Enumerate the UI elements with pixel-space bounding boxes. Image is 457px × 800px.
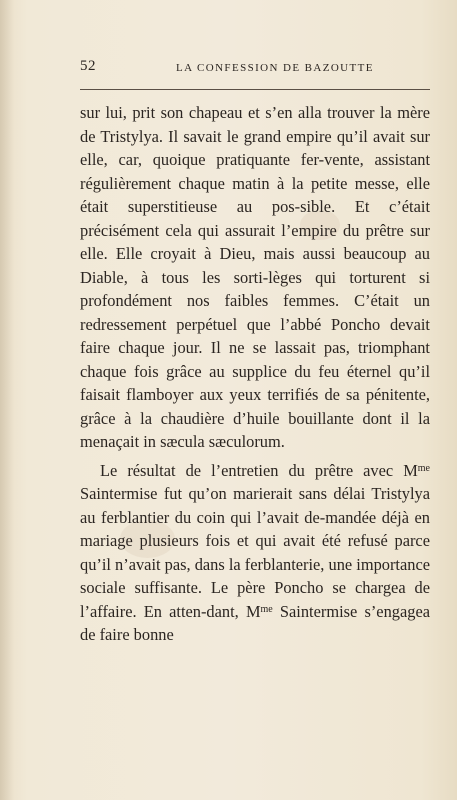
body-text bbox=[80, 101, 430, 647]
page-number: 52 bbox=[80, 58, 96, 74]
title-abbreviation-superscript: me bbox=[417, 462, 430, 474]
running-title: LA CONFESSION DE BAZOUTTE bbox=[176, 62, 374, 74]
spine-shadow bbox=[0, 0, 14, 800]
paragraph: Le résultat de l’entretien du prêtre avec $M^{me}$ Saintermise fut qu’on marierait sans délai Tristylya au ferblantier du coin qui l’avait de-mandée déjà en mariage plusieurs fois et qui avait été refusé parce qu’il n’avait pas, dans la ferblanterie, une importance sociale suffisante. Le père Poncho se chargea de l’affaire. En atten-dant, $M^{me}$ Saintermise s’engagea de faire bonne bbox=[80, 460, 430, 644]
title-abbreviation-superscript: me bbox=[260, 603, 273, 615]
paragraph: sur lui, prit son chapeau et s’en alla trouver la mère de Tristylya. Il savait le grand empire qu’il avait sur elle, car, quoique pratiquante fer-vente, assistant régulièrement chaque matin à la petite messe, elle était superstitieuse au pos-sible. Et c’était précisément cela qui assurait l’empire du prêtre sur elle. Elle croyait à Dieu, mais aussi beaucoup au Diable, à tous les sorti-lèges qui torturent si profondément nos faibles femmes. C’était un redressement perpétuel que l’abbé Poncho devait faire chaque jour. Il ne se lassait pas, triomphant chaque fois grâce au supplice du feu éternel qu’il faisait flamboyer aux yeux terrifiés de sa pénitente, grâce à la chaudière d’huile bouillante dont il la menaçait in sæcula sæculorum. bbox=[80, 103, 430, 451]
header-rule bbox=[80, 89, 430, 90]
